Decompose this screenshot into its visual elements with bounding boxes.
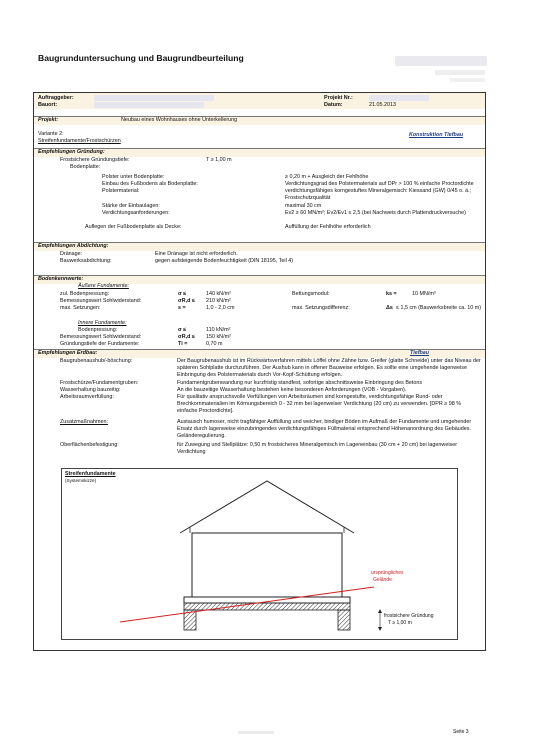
page-number: Seite 3 xyxy=(453,729,469,735)
strip-foundation-right xyxy=(338,610,350,630)
kennwerte-title: Bodenkennwerte: xyxy=(38,276,84,282)
bauwerk-value: gegen aufsteigende Bodenfeuchtigkeit (DIN 18195, Teil 4) xyxy=(155,258,294,264)
auftraggeber-label: Auftraggeber: xyxy=(38,95,74,101)
bettung-label: Bettungsmodul: xyxy=(292,291,330,297)
aushub-value: Der Baugrubenaushub ist im Rückwärtsverfahren mittels Löffel ohne Zähne bzw. Greifer (glatte Schneide) unter das Niveau der späteren Sohlplatte durchzuführen. Der Aushub kann in offener Bauweise erfolgen. Es sollte eine umgehende lagenweise Einbringung des Polstermaterials durch Vor-Kopf-Schüttung erfolgen. xyxy=(177,358,481,378)
datum-label: Datum: xyxy=(324,102,343,108)
bem-label: Bemessungswert Sohlwiderstand: xyxy=(60,298,142,304)
setz-symbol: s = xyxy=(178,305,186,311)
draenage-label: Dränage: xyxy=(60,251,83,257)
setz-value: 1,0 - 2,0 cm xyxy=(206,305,235,311)
in-tiefe-label: Gründungstiefe der Fundamente: xyxy=(60,341,140,347)
wasser-label: Wasserhaltung bauzeitig: xyxy=(60,387,121,393)
company-address-redacted-2 xyxy=(450,78,485,82)
gruendung-title: Empfehlungen Gründung: xyxy=(38,149,105,155)
ground-label-1: ursprüngliches xyxy=(371,570,404,576)
sketch-subtitle: (Systemskizze) xyxy=(65,478,97,483)
verdicht-value: Ev2 ≥ 60 MN/m²; Ev2/Ev1 ≤ 2,5 (bei Nachweis durch Plattendruckversuche) xyxy=(285,210,466,216)
auflegen-value: Auffüllung der Fehlhöhe erforderlich xyxy=(285,224,371,230)
in-bem-value: 150 kN/m² xyxy=(206,334,231,340)
frost-label: Frostsichere Gründungstiefe: xyxy=(60,157,130,163)
variante-line2: Streifenfundamente/Frostschürzen xyxy=(38,138,121,144)
report-sheet xyxy=(33,92,486,651)
bauort-label: Bauort: xyxy=(38,102,58,108)
polstermat-value2: Frostschutzqualität xyxy=(285,195,331,201)
innere-heading: Innere Fundamente: xyxy=(78,320,127,326)
arbeits-value: Für qualitativ anspruchsvolle Verfüllungen von Arbeitsräumen sind korngestufte, verdichtungsfähige Rund- oder Brechkornmaterialien im Körnungsbereich 0 - 32 mm bei lagenweiser Verdichtung (20 cm) zu verwenden. [DPR ≥ 98 % einfache Proctordichte]. xyxy=(177,394,462,414)
polster-value: ≥ 0,20 m + Ausgleich der Fehlhöhe xyxy=(285,174,369,180)
aeussere-heading: Äußere Fundamente: xyxy=(78,283,129,289)
company-address-redacted xyxy=(435,70,485,75)
bettung-symbol: ks = xyxy=(386,291,397,297)
bauwerk-label: Bauwerksabdichtung: xyxy=(60,258,112,264)
frost-value: T ≥ 1,00 m xyxy=(206,157,232,163)
in-tiefe-symbol: Ti = xyxy=(178,341,188,347)
ground-label-2: Gelände xyxy=(373,577,392,583)
tiefbau-link[interactable]: Tiefbau xyxy=(410,350,430,356)
verdicht-label: Verdichtungsanforderungen: xyxy=(102,210,170,216)
bauort-redacted xyxy=(94,102,204,108)
house-walls xyxy=(192,533,342,597)
variante-line1: Variante 2: xyxy=(38,131,64,137)
bettung-value: 10 MN/m³ xyxy=(412,291,436,297)
polstermat-label: Polstermaterial: xyxy=(102,188,140,194)
in-bem-symbol: σR,d ≤ xyxy=(178,334,195,340)
document-title: Baugrunduntersuchung und Baugrundbeurteilung xyxy=(38,53,244,63)
arrow-down-icon xyxy=(378,627,382,631)
in-bp-symbol: σ ≤ xyxy=(178,327,187,333)
einbau-label: Einbau des Fußbodens als Bodenplatte: xyxy=(102,181,198,187)
frostschuerze-value: Fundamentgrubenwandung nur kurzfristig standfest, sofortige abschnittsweise Einbringung des Betons xyxy=(177,380,423,386)
erdbau-title: Empfehlungen Erdbau: xyxy=(38,350,98,356)
in-bp-label: Bodenpressung: xyxy=(78,327,118,333)
bem-value: 210 kN/m² xyxy=(206,298,231,304)
auflegen-label: Auflegen der Fußbodenplatte als Decke: xyxy=(85,224,182,230)
projekt-label: Projekt: xyxy=(38,117,59,123)
zul-symbol: σ ≤ xyxy=(178,291,187,297)
zusatz-label: Zusatzmaßnahmen: xyxy=(60,419,108,425)
draenage-value: Eine Dränage ist nicht erforderlich. xyxy=(155,251,238,257)
system-sketch-frame xyxy=(61,468,458,640)
ober-value: für Zuwegung und Stellplätze: 0,50 m frostsicheres Mineralgemisch im Lageneinbau (30 cm + 20 cm) bei lagenweiser Verdichtung xyxy=(177,442,458,455)
sketch-title: Streifenfundamente xyxy=(65,471,116,477)
polster-label: Polster unter Bodenplatte: xyxy=(102,174,165,180)
footer-redacted xyxy=(238,731,274,734)
diff-value: ≤ 1,5 cm (Bauwerksbreite ca. 10 m) xyxy=(396,305,482,311)
zul-label: zul. Bodenpressung: xyxy=(60,291,110,297)
projekt-band xyxy=(34,116,485,125)
projekt-nr-label: Projekt Nr.: xyxy=(324,95,353,101)
datum-value: 21.05.2013 xyxy=(369,102,396,108)
setz-label: max. Setzungen: xyxy=(60,305,101,311)
auftraggeber-redacted xyxy=(94,95,214,101)
house-roof xyxy=(180,481,354,533)
bodenplatte-label: Bodenplatte: xyxy=(70,164,101,170)
konstruktion-link[interactable]: Konstruktion Tiefbau xyxy=(409,132,464,138)
diff-symbol: Δs xyxy=(386,305,393,311)
zul-value: 140 kN/m² xyxy=(206,291,231,297)
aushub-label: Baugrubenaushub/-böschung: xyxy=(60,358,133,364)
company-logo-redacted xyxy=(395,56,487,66)
gruendung-label-2: T ≥ 1,00 m xyxy=(388,620,412,626)
staerke-label: Stärke der Einbaulagen: xyxy=(102,203,160,209)
in-bp-value: 110 kN/m² xyxy=(206,327,231,333)
zusatz-value: Austausch humoser, nicht tragfähiger Auffüllung und weicher, bindiger Böden im Aufmaß der Fundamente und umgehender Ersatz durch lagenweise einzubringendes verdichtungsfähiges Füllmaterial entsprechend Höhenanordnung des Gebäudes. Geländeregulierung. xyxy=(177,419,472,439)
in-tiefe-value: 0,70 m xyxy=(206,341,223,347)
in-bem-label: Bemessungswert Sohlwiderstand: xyxy=(60,334,142,340)
abdichtung-title: Empfehlungen Abdichtung: xyxy=(38,243,109,249)
bem-symbol: σR,d ≤ xyxy=(178,298,195,304)
einbau-value: Verdichtungsgrad des Polstermaterials auf DPr > 100 % einfache Proctordichte xyxy=(285,181,474,187)
ober-label: Oberflächenbefestigung: xyxy=(60,442,119,448)
wasser-value: An die bauzeitige Wasserhaltung bestehen keine besonderen Anforderungen (VOB - Vorgaben). xyxy=(177,387,407,393)
frostschuerze-label: Frostschürze/Fundamentgruben: xyxy=(60,380,139,386)
projekt-value: Neubau eines Wohnhauses ohne Unterkellerung xyxy=(121,117,238,123)
diff-label: max. Setzungsdifferenz: xyxy=(292,305,350,311)
cushion-layer xyxy=(184,603,350,610)
staerke-value: maximal 30 cm xyxy=(285,203,322,209)
projekt-nr-redacted xyxy=(369,95,429,101)
arbeits-label: Arbeitsraumverfüllung: xyxy=(60,394,114,400)
polstermat-value1: verdichtungsfähiges korngestuftes Mineralgemisch: Kiessand (GW) 0/45 o. ä.; xyxy=(285,188,472,194)
arrow-up-icon xyxy=(378,609,382,613)
gruendung-label-1: frostsichere Gründung xyxy=(384,613,434,619)
